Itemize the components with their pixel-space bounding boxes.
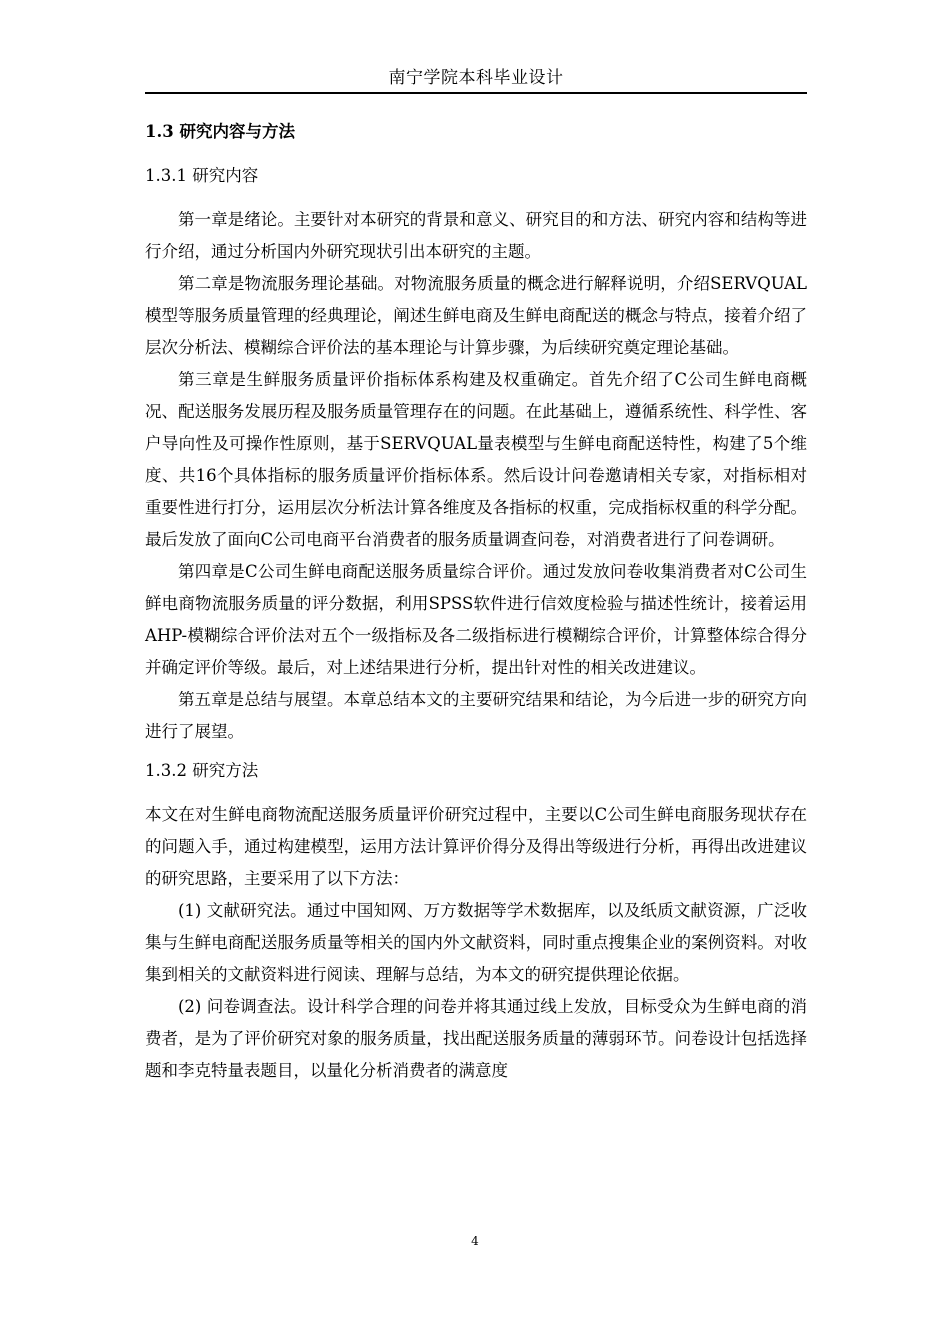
paragraph-chapter-5: 第五章是总结与展望。本章总结本文的主要研究结果和结论，为今后进一步的研究方向进行了展望。	[145, 690, 807, 741]
spacer	[145, 748, 807, 755]
page-number: 4	[471, 1234, 479, 1248]
paragraph-methods-intro: 本文在对生鲜电商物流配送服务质量评价研究过程中，主要以C公司生鲜电商服务现状存在的问题入手，通过构建模型，运用方法计算评价得分及得出等级进行分析，再得出改进建议的研究思路，主要采用了以下方法：	[145, 805, 807, 888]
paragraph-chapter-3: 第三章是生鲜服务质量评价指标体系构建及权重确定。首先介绍了C公司生鲜电商概况、配送服务发展历程及服务质量管理存在的问题。在此基础上，遵循系统性、科学性、客户导向性及可操作性原则，基于SERVQUAL量表模型与生鲜电商配送特性，构建了5个维度、共16个具体指标的服务质量评价指标体系。然后设计问卷邀请相关专家，对指标相对重要性进行打分，运用层次分析法计算各维度及各指标的权重，完成指标权重的科学分配。最后发放了面向C公司电商平台消费者的服务质量调查问卷，对消费者进行了问卷调研。	[145, 370, 807, 549]
header-divider	[145, 92, 807, 94]
paragraph-method-literature: (1) 文献研究法。通过中国知网、万方数据等学术数据库，以及纸质文献资源，广泛收集与生鲜电商配送服务质量等相关的国内外文献资料，同时重点搜集企业的案例资料。对收集到相关的文献资料进行阅读、理解与总结，为本文的研究提供理论依据。	[145, 901, 807, 984]
section-heading: 1.3 研究内容与方法	[145, 122, 295, 141]
paragraph-chapter-1: 第一章是绪论。主要针对本研究的背景和意义、研究目的和方法、研究内容和结构等进行介绍，通过分析国内外研究现状引出本研究的主题。	[145, 210, 807, 261]
paragraph-method-questionnaire: (2) 问卷调查法。设计科学合理的问卷并将其通过线上发放，目标受众为生鲜电商的消费者，是为了评价研究对象的服务质量，找出配送服务质量的薄弱环节。问卷设计包括选择题和李克特量表题目，以量化分析消费者的满意度	[145, 997, 807, 1080]
paragraph-chapter-2: 第二章是物流服务理论基础。对物流服务质量的概念进行解释说明，介绍SERVQUAL模型等服务质量管理的经典理论，阐述生鲜电商及生鲜电商配送的概念与特点，接着介绍了层次分析法、模糊综合评价法的基本理论与计算步骤，为后续研究奠定理论基础。	[145, 274, 807, 357]
subsection-heading-methods: 1.3.2 研究方法	[145, 761, 259, 780]
running-header: 南宁学院本科毕业设计	[388, 68, 564, 88]
page-body	[145, 116, 807, 1087]
subsection-heading-content: 1.3.1 研究内容	[145, 166, 259, 185]
paragraph-chapter-4: 第四章是C公司生鲜电商配送服务质量综合评价。通过发放问卷收集消费者对C公司生鲜电商物流服务质量的评分数据，利用SPSS软件进行信效度检验与描述性统计，接着运用AHP-模糊综合评价法对五个一级指标及各二级指标进行模糊综合评价，计算整体综合得分并确定评价等级。最后，对上述结果进行分析，提出针对性的相关改进建议。	[145, 562, 807, 677]
